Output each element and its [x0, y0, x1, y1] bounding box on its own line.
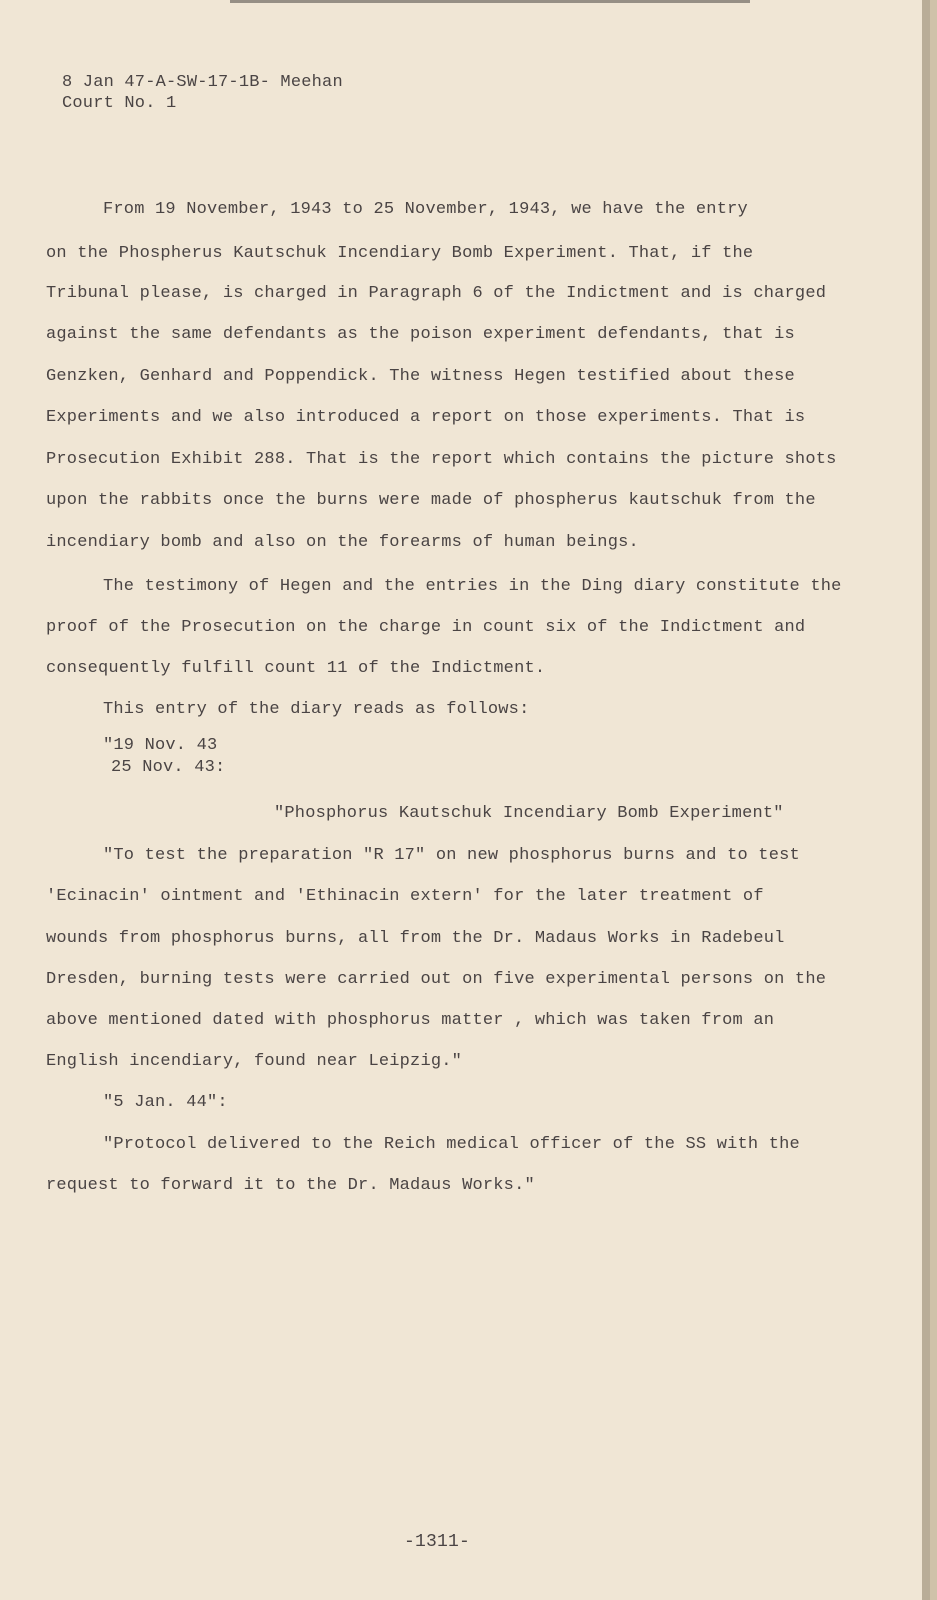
diary-date-line: 25 Nov. 43:	[111, 758, 226, 777]
paragraph-line: Genzken, Genhard and Poppendick. The witness Hegen testified about these	[46, 367, 795, 386]
court-number: Court No. 1	[62, 94, 177, 113]
diary-date-line: "19 Nov. 43	[103, 736, 218, 755]
quoted-line: Dresden, burning tests were carried out on five experimental persons on the	[46, 970, 827, 989]
quoted-line: English incendiary, found near Leipzig."	[46, 1052, 463, 1071]
diary-date-line: "5 Jan. 44":	[103, 1093, 228, 1112]
paragraph-line: on the Phospherus Kautschuk Incendiary Bomb Experiment. That, if the	[46, 244, 754, 263]
paragraph-line: Tribunal please, is charged in Paragraph 6 of the Indictment and is charged	[46, 284, 827, 303]
paragraph-line: From 19 November, 1943 to 25 November, 1943, we have the entry	[103, 200, 748, 219]
paragraph-line: proof of the Prosecution on the charge in count six of the Indictment and	[46, 618, 806, 637]
paragraph-line: Prosecution Exhibit 288. That is the report which contains the picture shots	[46, 450, 837, 469]
page-number: -1311-	[404, 1532, 471, 1552]
paragraph-line: upon the rabbits once the burns were made of phospherus kautschuk from the	[46, 491, 816, 510]
paragraph-line: incendiary bomb and also on the forearms of human beings.	[46, 533, 639, 552]
paragraph-line: This entry of the diary reads as follows:	[103, 700, 530, 719]
quoted-line: wounds from phosphorus burns, all from the Dr. Madaus Works in Radebeul	[46, 929, 785, 948]
paragraph-line: Experiments and we also introduced a report on those experiments. That is	[46, 408, 806, 427]
page-edge-shadow	[922, 0, 930, 1600]
quoted-line: "Protocol delivered to the Reich medical officer of the SS with the	[103, 1135, 800, 1154]
paragraph-line: The testimony of Hegen and the entries in the Ding diary constitute the	[103, 577, 842, 596]
diary-entry-title: "Phosphorus Kautschuk Incendiary Bomb Experiment"	[274, 804, 784, 823]
quoted-line: above mentioned dated with phosphorus matter , which was taken from an	[46, 1011, 775, 1030]
document-reference: 8 Jan 47-A-SW-17-1B- Meehan	[62, 73, 343, 92]
quoted-line: 'Ecinacin' ointment and 'Ethinacin extern' for the later treatment of	[46, 887, 764, 906]
paragraph-line: consequently fulfill count 11 of the Indictment.	[46, 659, 546, 678]
quoted-line: "To test the preparation "R 17" on new phosphorus burns and to test	[103, 846, 800, 865]
paragraph-line: against the same defendants as the poison experiment defendants, that is	[46, 325, 795, 344]
quoted-line: request to forward it to the Dr. Madaus Works."	[46, 1176, 535, 1195]
top-edge-mark	[230, 0, 750, 3]
